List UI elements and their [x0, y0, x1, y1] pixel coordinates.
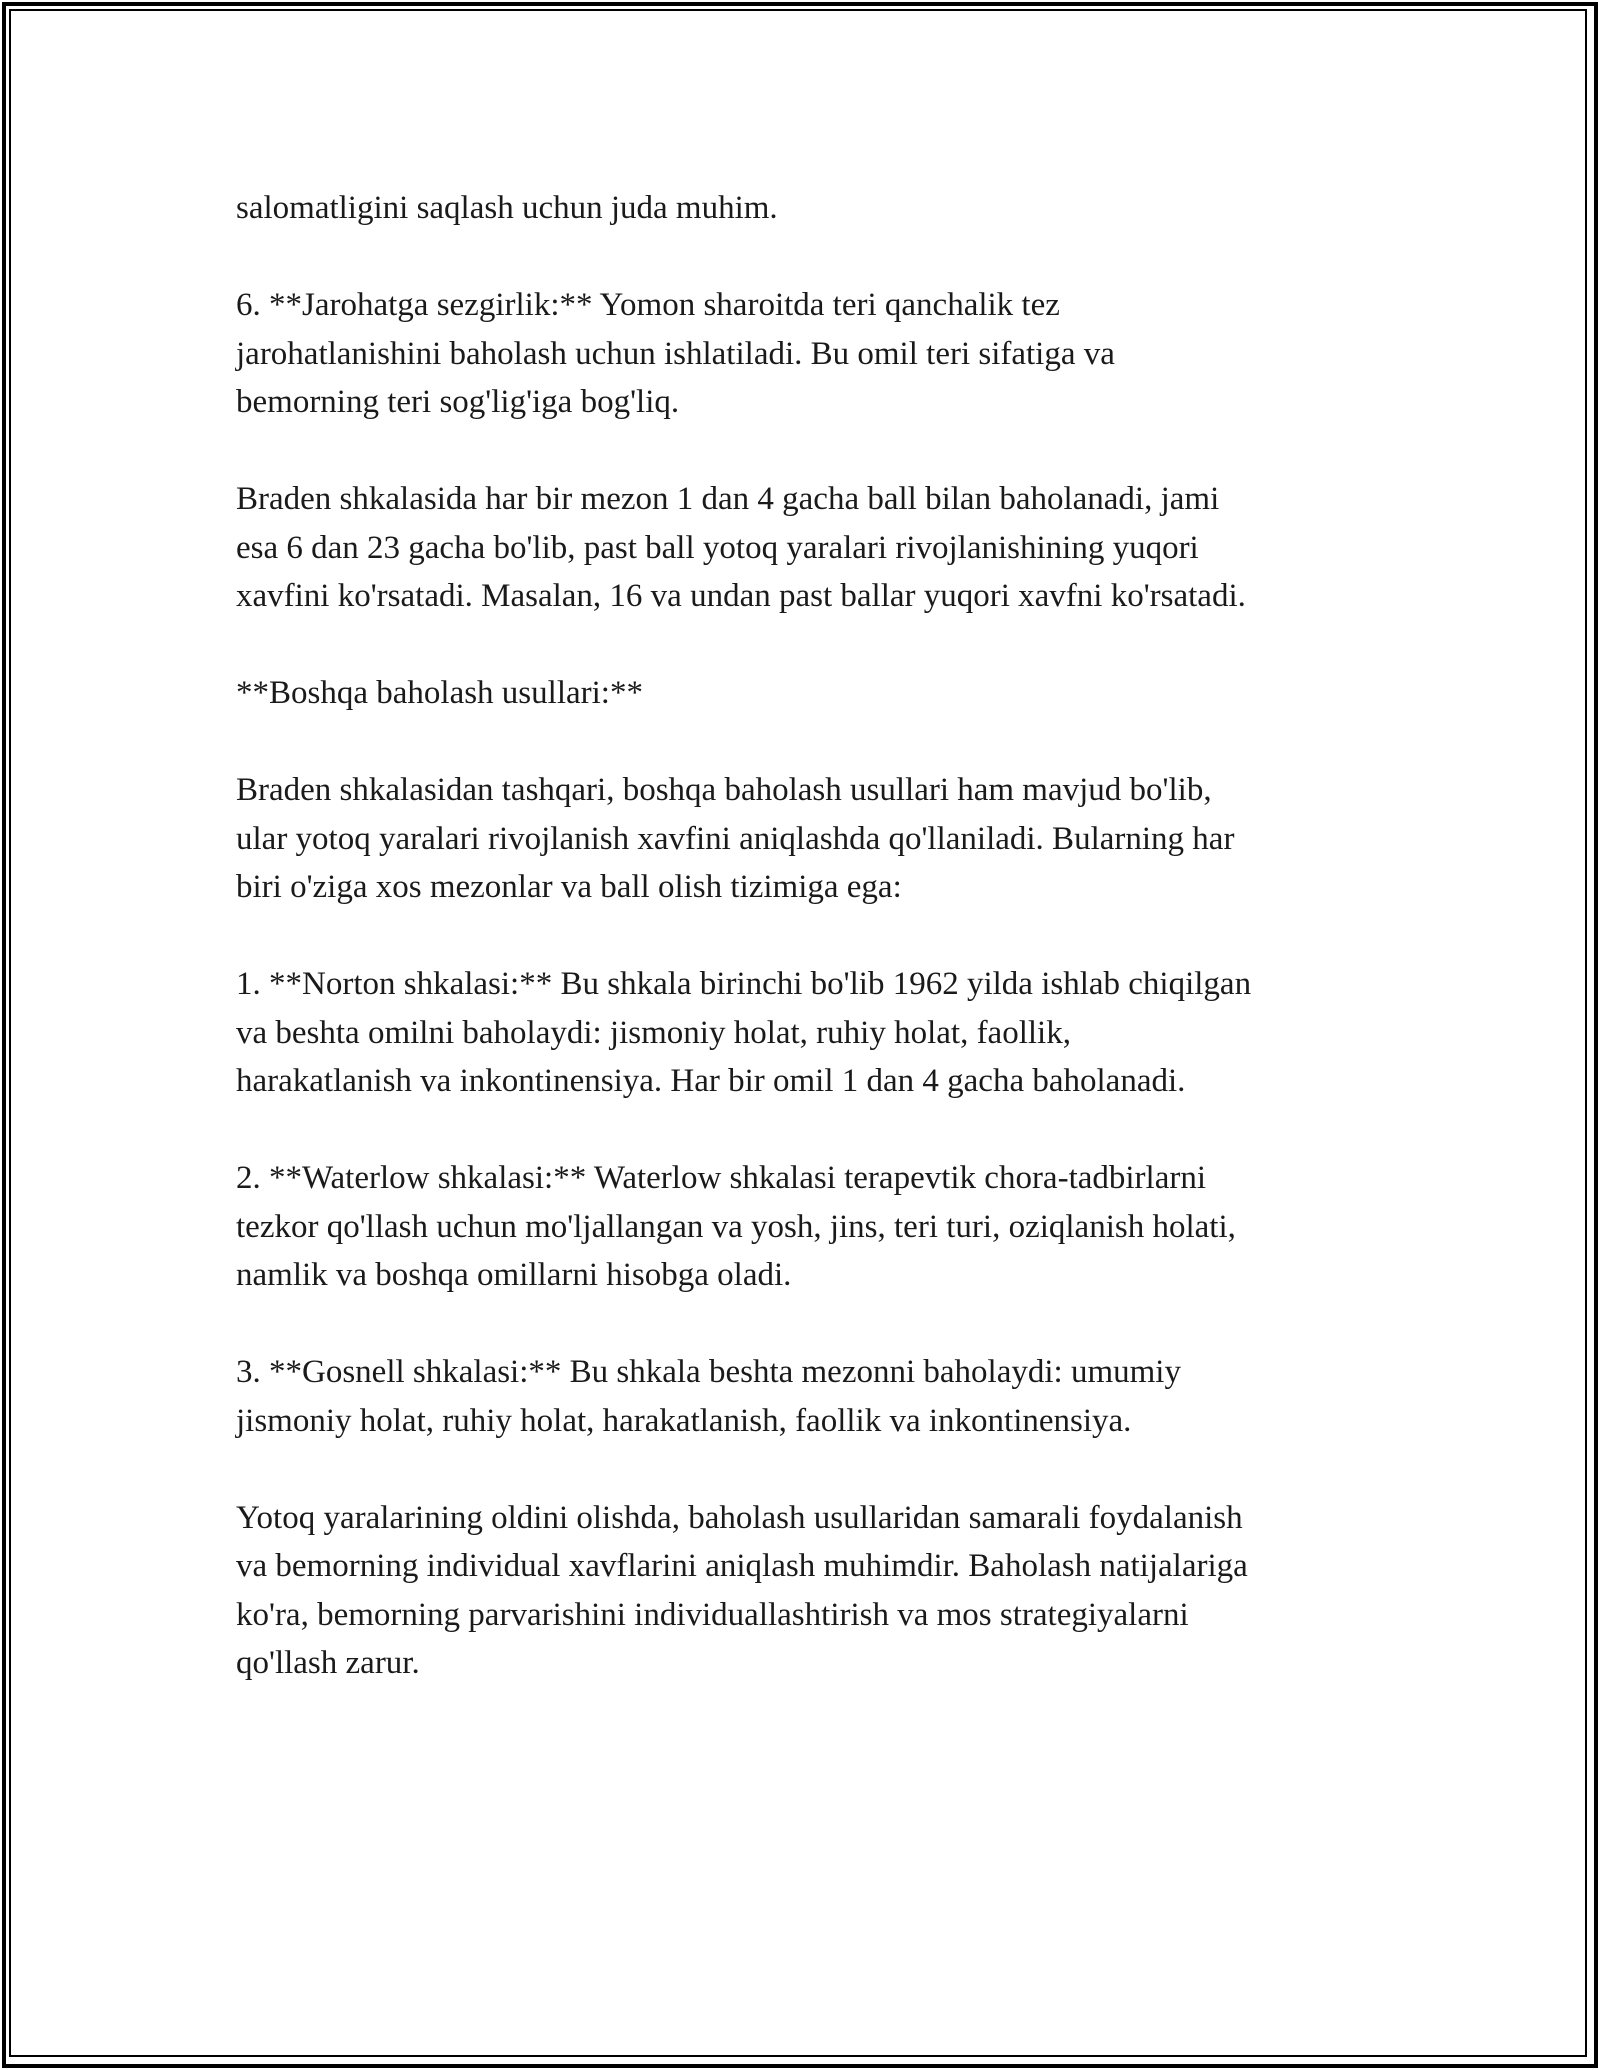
- paragraph-conclusion: Yotoq yaralarining oldini olishda, baholash usullaridan samarali foydalanish va bemorning individual xavflarini aniqlash muhimdir. Baholash natijalariga ko'ra, bemorning parvarishini individuallashtirish va mos strategiyalarni qo'llash zarur.: [236, 1499, 1248, 1681]
- paragraph-braden-scoring: Braden shkalasida har bir mezon 1 dan 4 gacha ball bilan baholanadi, jami esa 6 dan 23 gacha bo'lib, past ball yotoq yaralari rivojlanishining yuqori xavfini ko'rsatadi. Masalan, 16 va undan past ballar yuqori xavfni ko'rsatadi.: [236, 481, 1246, 614]
- paragraph-norton-scale: 1. **Norton shkalasi:** Bu shkala birinchi bo'lib 1962 yilda ishlab chiqilgan va beshta omilni baholaydi: jismoniy holat, ruhiy holat, faollik, harakatlanish va inkontinensiya. Har bir omil 1 dan 4 gacha baholanadi.: [236, 966, 1252, 1099]
- paragraph-other-methods-intro: Braden shkalasidan tashqari, boshqa baholash usullari ham mavjud bo'lib, ular yotoq yaralari rivojlanish xavfini aniqlashda qo'llaniladi. Bularning har biri o'ziga xos mezonlar va ball olish tizimiga ega:: [236, 772, 1235, 905]
- paragraph-gosnell-scale: 3. **Gosnell shkalasi:** Bu shkala beshta mezonni baholaydi: umumiy jismoniy holat, ruhiy holat, harakatlanish, faollik va inkontinensiya.: [236, 1354, 1181, 1439]
- document-body: [236, 184, 1376, 1736]
- paragraph-waterlow-scale: 2. **Waterlow shkalasi:** Waterlow shkalasi terapevtik chora-tadbirlarni tezkor qo'llash uchun mo'ljallangan va yosh, jins, teri turi, oziqlanish holati, namlik va boshqa omillarni hisobga oladi.: [236, 1160, 1236, 1293]
- paragraph-continuation: salomatligini saqlash uchun juda muhim.: [236, 190, 778, 226]
- section-heading-other-methods: **Boshqa baholash usullari:**: [236, 675, 643, 711]
- paragraph-jarohatga-sezgirlik: 6. **Jarohatga sezgirlik:** Yomon sharoitda teri qanchalik tez jarohatlanishini baholash uchun ishlatiladi. Bu omil teri sifatiga va bemorning teri sog'lig'iga bog'liq.: [236, 287, 1115, 420]
